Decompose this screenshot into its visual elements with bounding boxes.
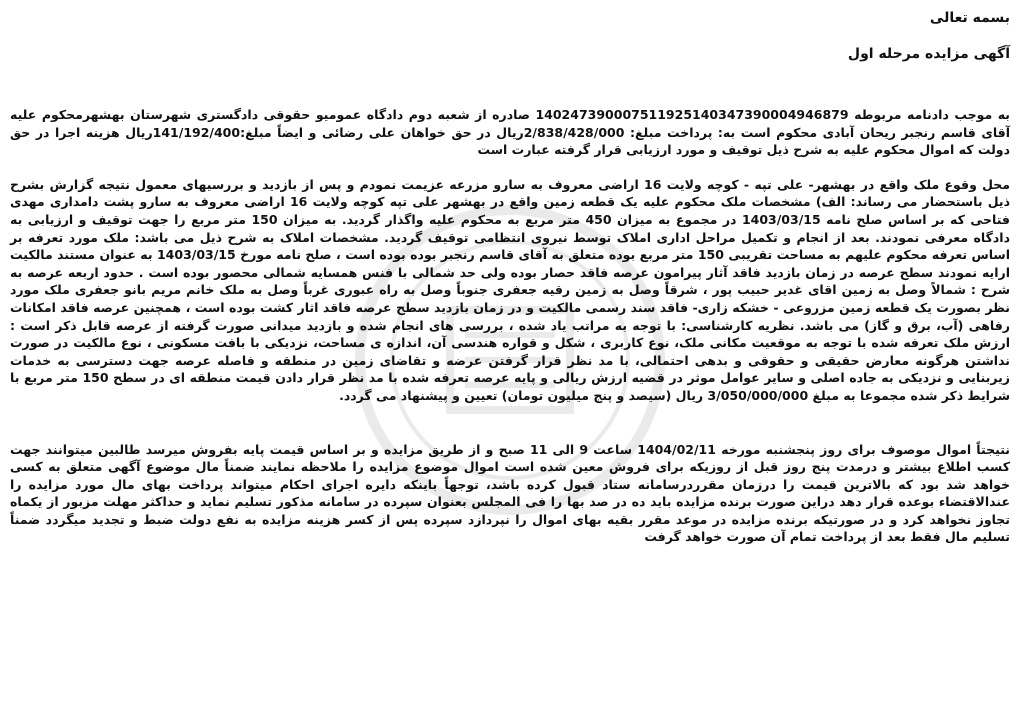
intro-paragraph: به موجب دادنامه مربوطه 140247390007511925140347390004946879 صادره از شعبه دوم دادگاه عمومیو حقوقی دادگستری شهرستان بهشهرمحکوم علیه آقای قاسم رنجبر ریحان آبادی محکوم است به: پرداخت مبلغ: 2/838/428/000ریال در حق خواهان علی رضائی و ایضاً مبلغ:141/192/400ریال هزینه اجرا در حق دولت که اموال محکوم علیه به شرح ذیل توقیف و مورد ارزیابی قرار گرفته عبارت است — [10, 107, 1010, 158]
bismillah-heading: بسمه تعالی — [929, 10, 1010, 26]
conclusion-paragraph: نتیجتاً اموال موصوف برای روز پنجشنبه مورخه 1404/02/11 ساعت 9 الی 11 صبح و از طریق مزایده و بر اساس قیمت پایه بفروش میرسد طالبین میتوانند جهت کسب اطلاع بیشتر و درمدت پنج روز قبل از روزیکه برای فروش معین شده است اموال موضوع مزایده را ملاحظه نمایند ضمناً مال موضوع آگهی متعلق به کسی خواهد شد بود که بالاترین قیمت را درزمان مقرردرسامانه ستاد قبول کرده باشد، توجهاً باینکه دایره اجرای احکام میتواند پرداخت بهای مال مورد مزایده را عندالاقتضاء بوعده قرار دهد دراین صورت برنده مزایده باید ده در صد بها را فی المجلس بعنوان سپرده در سامانه مذکور تسلیم نماید و حداکثر مهلت مزبور از یکماه تجاوز نخواهد کرد و در صورتیکه برنده مزایده در موعد مقرر بقیه بهای اموال را نپردازد سپرده پس از کسر هزینه مزایده به نفع دولت ضبط و تجدید میگردد ضمناً تسلیم مال فقط بعد از پرداخت تمام آن صورت خواهد گرفت — [10, 441, 1010, 545]
notice-title: آگهی مزایده مرحله اول — [847, 46, 1010, 62]
property-paragraph: محل وقوع ملک واقع در بهشهر- علی تپه - کوچه ولایت 16 اراضی معروف به سارو مزرعه عزیمت نمودم و پس از بازدید و بررسیهای معمول نتیجه گزارش بشرح ذیل باستحضار می رساند: الف) مشخصات ملک محکوم علیه یک قطعه زمین واقع در بهشهر علی تپه کوچه ولایت 16 اراضی معروف به سارو پشت دامداری مهدی فتاحی که بر اساس صلح نامه 1403/03/15 در مجموع به میزان 450 متر مربع به محکوم علیه واگذار گردید. به میزان 150 متر مربع را جهت توقیف و ارزیابی به دادگاه معرفی نمودند. بعد از انجام و تکمیل مراحل اداری املاک توسط نیروی انتظامی توقیف گردید. مشخصات املاک به شرح ذیل می باشد: ملک مورد تعرفه بر اساس تعرفه محکوم علیهم به مساحت تقریبی 150 متر مربع بوده متعلق به آقای قاسم رنجبر بوده بوده است ، صلح نامه مورخ 1403/03/15 به عنوان مستند مالکیت ارایه نمودند سطح عرصه در زمان بازدید فاقد آثار پیرامون عرصه فاقد حصار بوده ولی حد شمالی با فنس همسایه شمالی محصور بوده است . حدود اربعه عرصه به شرح : شمالاً وصل به زمین اقای غدیر حبیب پور ، شرقاً وصل به زمین رقیه جعفری جنوباً وصل به راه عبوری غرباً وصل به ملک خانم مریم بانو جعفری ملک مورد نظر بصورت یک قطعه زمین مزروعی - خشکه زاری- فاقد سند رسمی مالکیت و در زمان بازدید سطح عرصه فاقد اثار کشت بوده است ، همچنین عرصه فاقد امکانات رفاهی (آب، برق و گاز) می باشد. نظریه کارشناسی: با توجه به مراتب یاد شده ، بررسی های انجام شده و بازدید میدانی صورت گرفته از عرصه قابل ذکر است : ارزش ملک تعرفه شده با توجه به موقعیت مکانی ملک، نوع کاربری ، شکل و قواره هندسی آن، اندازه ی مساحت، نزدیکی با بافت مسکونی ، نوع مالکیت در صورت نداشتن هرگونه معارض حقیقی و حقوقی و بدهی احتمالی، با مد نظر قرار گرفتن عرضه و تقاضای زمین در منطقه و فاصله عرصه جهت دسترسی به خدمات زیربنایی و نزدیکی به جاده اصلی و سایر عوامل موثر در قضیه ارزش ریالی و پایه عرصه تعرفه شده با مد نظر قرار دادن قیمت منطقه ای در سطح 150 متر مربع با شرایط ذکر شده مجموعا به مبلغ 3/050/000/000 ریال (سیصد و پنج میلیون تومان) تعیین و پیشنهاد می گردد. — [10, 176, 1011, 403]
